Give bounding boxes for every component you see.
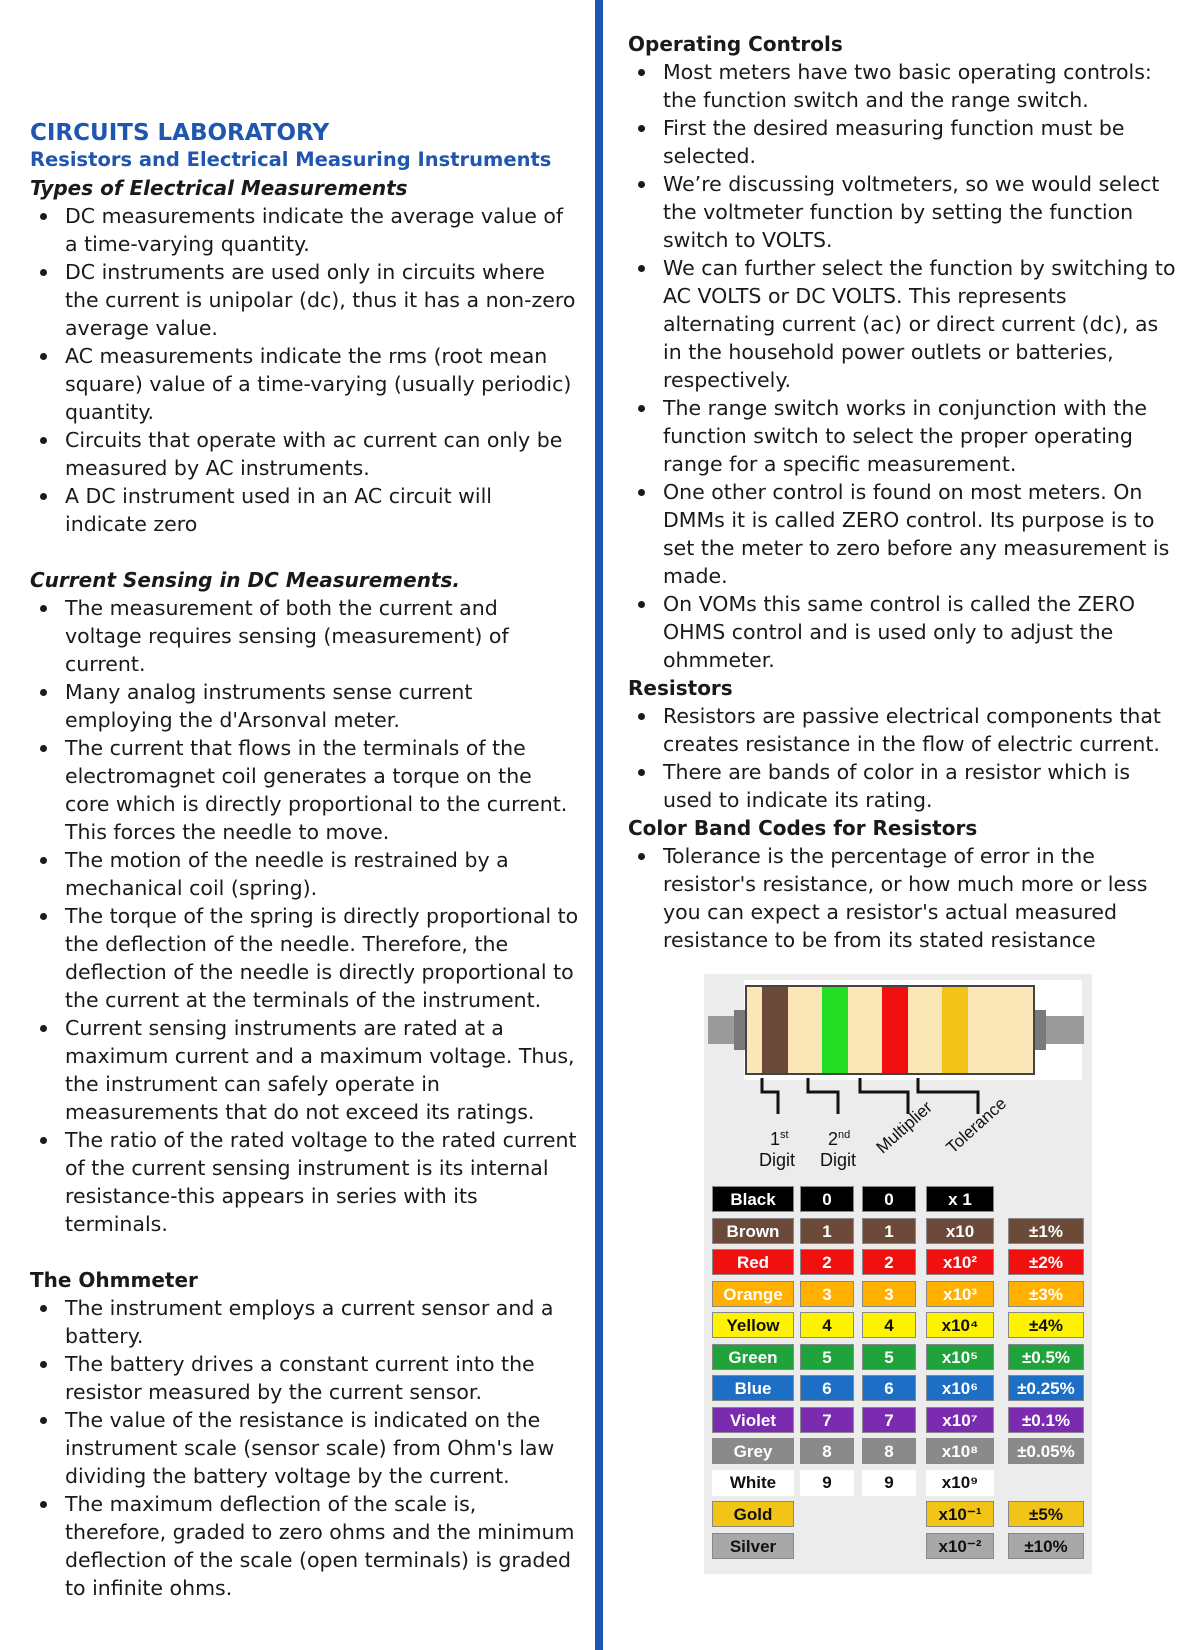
color-name-cell: Black	[712, 1186, 794, 1212]
second-digit-cell	[862, 1501, 916, 1527]
multiplier-cell: x10⁻¹	[926, 1501, 994, 1527]
first-digit-cell: 3	[800, 1281, 854, 1307]
color-name-cell: White	[712, 1470, 794, 1496]
second-digit-cell: 4	[862, 1312, 916, 1338]
list-item: The ratio of the rated voltage to the rated current of the current sensing instrument is its internal resistance-this appears in series with its terminals.	[65, 1126, 580, 1238]
multiplier-cell: x 1	[926, 1186, 994, 1212]
pointer-2	[808, 1078, 838, 1114]
tolerance-cell: ±1%	[1008, 1218, 1084, 1244]
band-3	[882, 987, 908, 1073]
color-name-cell: Yellow	[712, 1312, 794, 1338]
multiplier-cell: x10⁹	[926, 1470, 994, 1496]
list-item: Many analog instruments sense current employing the d'Arsonval meter.	[65, 678, 580, 734]
color-name-cell: Gold	[712, 1501, 794, 1527]
list-item: AC measurements indicate the rms (root mean square) value of a time-varying (usually periodic) quantity.	[65, 342, 580, 426]
color-name-cell: Orange	[712, 1281, 794, 1307]
list-item: There are bands of color in a resistor which is used to indicate its rating.	[663, 758, 1183, 814]
first-digit-cell: 9	[800, 1470, 854, 1496]
color-name-cell: Grey	[712, 1438, 794, 1464]
tolerance-cell: ±2%	[1008, 1249, 1084, 1275]
multiplier-cell: x10⁻²	[926, 1533, 994, 1559]
list-current-sensing	[30, 594, 580, 1238]
color-name-cell: Brown	[712, 1218, 794, 1244]
multiplier-cell: x10⁸	[926, 1438, 994, 1464]
list-operating-controls	[628, 58, 1183, 674]
heading-resistors: Resistors	[628, 676, 733, 700]
second-digit-cell: 5	[862, 1344, 916, 1370]
second-digit-cell: 1	[862, 1218, 916, 1244]
multiplier-cell: x10⁴	[926, 1312, 994, 1338]
first-digit-cell: 2	[800, 1249, 854, 1275]
second-digit-cell: 0	[862, 1186, 916, 1212]
list-item: Most meters have two basic operating controls: the function switch and the range switch.	[663, 58, 1183, 114]
first-digit-cell: 1	[800, 1218, 854, 1244]
band-1	[762, 987, 788, 1073]
list-item: Circuits that operate with ac current can only be measured by AC instruments.	[65, 426, 580, 482]
heading-ohmmeter: The Ohmmeter	[30, 1268, 198, 1292]
band-4	[942, 987, 968, 1073]
list-item: The value of the resistance is indicated on the instrument scale (sensor scale) from Ohm's law dividing the battery voltage by the current.	[65, 1406, 580, 1490]
resistor-color-code-chart	[704, 974, 1092, 1574]
second-digit-cell: 6	[862, 1375, 916, 1401]
color-name-cell: Red	[712, 1249, 794, 1275]
list-item: Current sensing instruments are rated at a maximum current and a maximum voltage. Thus, the instrument can safely operate in measurements that do not exceed its ratings.	[65, 1014, 580, 1126]
header-second-digit-word: Digit	[820, 1150, 857, 1170]
first-digit-cell: 8	[800, 1438, 854, 1464]
second-digit-cell: 9	[862, 1470, 916, 1496]
list-item: On VOMs this same control is called the ZERO OHMS control and is used only to adjust the ohmmeter.	[663, 590, 1183, 674]
band-2	[822, 987, 848, 1073]
first-digit-cell: 6	[800, 1375, 854, 1401]
list-color-band-codes	[628, 842, 1183, 954]
first-digit-cell: 5	[800, 1344, 854, 1370]
color-name-cell: Violet	[712, 1407, 794, 1433]
heading-operating-controls: Operating Controls	[628, 32, 843, 56]
multiplier-cell: x10⁷	[926, 1407, 994, 1433]
first-digit-cell	[800, 1533, 854, 1559]
header-multiplier: Multiplier	[872, 1097, 936, 1158]
list-item: We can further select the function by switching to AC VOLTS or DC VOLTS. This represents alternating current (ac) or direct current (dc), as in the household power outlets or batteries, respectively.	[663, 254, 1183, 394]
color-name-cell: Blue	[712, 1375, 794, 1401]
list-item: One other control is found on most meters. On DMMs it is called ZERO control. Its purpose is to set the meter to zero before any measurement is made.	[663, 478, 1183, 590]
color-name-cell: Green	[712, 1344, 794, 1370]
left-cap	[734, 1010, 746, 1050]
heading-types-of-measurements: Types of Electrical Measurements	[30, 176, 408, 200]
list-types-of-measurements	[30, 202, 580, 538]
list-item: DC measurements indicate the average value of a time-varying quantity.	[65, 202, 580, 258]
list-item: The measurement of both the current and voltage requires sensing (measurement) of current.	[65, 594, 580, 678]
page-subtitle: Resistors and Electrical Measuring Instruments	[30, 148, 552, 171]
page-title: CIRCUITS LABORATORY	[30, 120, 330, 146]
list-item: First the desired measuring function must be selected.	[663, 114, 1183, 170]
list-ohmmeter	[30, 1294, 580, 1602]
header-tolerance: Tolerance	[942, 1093, 1011, 1158]
multiplier-cell: x10	[926, 1218, 994, 1244]
tolerance-cell: ±0.5%	[1008, 1344, 1084, 1370]
list-item: We’re discussing voltmeters, so we would select the voltmeter function by setting the function switch to VOLTS.	[663, 170, 1183, 254]
first-digit-cell	[800, 1501, 854, 1527]
list-item: DC instruments are used only in circuits where the current is unipolar (dc), thus it has a non-zero average value.	[65, 258, 580, 342]
color-name-cell: Silver	[712, 1533, 794, 1559]
pointer-1	[762, 1078, 778, 1114]
tolerance-cell: ±3%	[1008, 1281, 1084, 1307]
tolerance-cell: ±5%	[1008, 1501, 1084, 1527]
right-cap	[1034, 1010, 1046, 1050]
list-item: A DC instrument used in an AC circuit will indicate zero	[65, 482, 580, 538]
second-digit-cell: 8	[862, 1438, 916, 1464]
multiplier-cell: x10⁵	[926, 1344, 994, 1370]
left-column	[30, 0, 580, 1602]
pointer-3	[860, 1078, 908, 1114]
list-resistors	[628, 702, 1183, 814]
header-first-digit-word: Digit	[759, 1150, 796, 1170]
tolerance-cell: ±0.25%	[1008, 1375, 1084, 1401]
tolerance-cell: ±10%	[1008, 1533, 1084, 1559]
list-item: Tolerance is the percentage of error in the resistor's resistance, or how much more or less you can expect a resistor's actual measured resistance to be from its stated resistance	[663, 842, 1183, 954]
tolerance-cell: ±4%	[1008, 1312, 1084, 1338]
second-digit-cell: 3	[862, 1281, 916, 1307]
header-first-digit: 1st	[770, 1129, 789, 1149]
multiplier-cell: x10³	[926, 1281, 994, 1307]
list-item: The current that flows in the terminals of the electromagnet coil generates a torque on the core which is directly proportional to the current. This forces the needle to move.	[65, 734, 580, 846]
tolerance-cell	[1008, 1186, 1084, 1212]
right-column	[628, 0, 1183, 954]
list-item: The maximum deflection of the scale is, therefore, graded to zero ohms and the minimum deflection of the scale (open terminals) is graded to infinite ohms.	[65, 1490, 580, 1602]
tolerance-cell	[1008, 1470, 1084, 1496]
second-digit-cell: 2	[862, 1249, 916, 1275]
tolerance-cell: ±0.1%	[1008, 1407, 1084, 1433]
second-digit-cell	[862, 1533, 916, 1559]
second-digit-cell: 7	[862, 1407, 916, 1433]
multiplier-cell: x10⁶	[926, 1375, 994, 1401]
first-digit-cell: 7	[800, 1407, 854, 1433]
multiplier-cell: x10²	[926, 1249, 994, 1275]
list-item: The range switch works in conjunction with the function switch to select the proper operating range for a specific measurement.	[663, 394, 1183, 478]
first-digit-cell: 0	[800, 1186, 854, 1212]
tolerance-cell: ±0.05%	[1008, 1438, 1084, 1464]
header-second-digit: 2nd	[828, 1129, 851, 1149]
column-divider	[595, 0, 603, 1650]
first-digit-cell: 4	[800, 1312, 854, 1338]
heading-current-sensing: Current Sensing in DC Measurements.	[30, 568, 460, 592]
heading-color-band-codes: Color Band Codes for Resistors	[628, 816, 978, 840]
list-item: The battery drives a constant current into the resistor measured by the current sensor.	[65, 1350, 580, 1406]
list-item: The instrument employs a current sensor and a battery.	[65, 1294, 580, 1350]
list-item: Resistors are passive electrical components that creates resistance in the flow of electric current.	[663, 702, 1183, 758]
list-item: The torque of the spring is directly proportional to the deflection of the needle. Therefore, the deflection of the needle is directly proportional to the current at the terminals of the instrument.	[65, 904, 579, 1012]
list-item: The motion of the needle is restrained by a mechanical coil (spring).	[65, 846, 580, 902]
